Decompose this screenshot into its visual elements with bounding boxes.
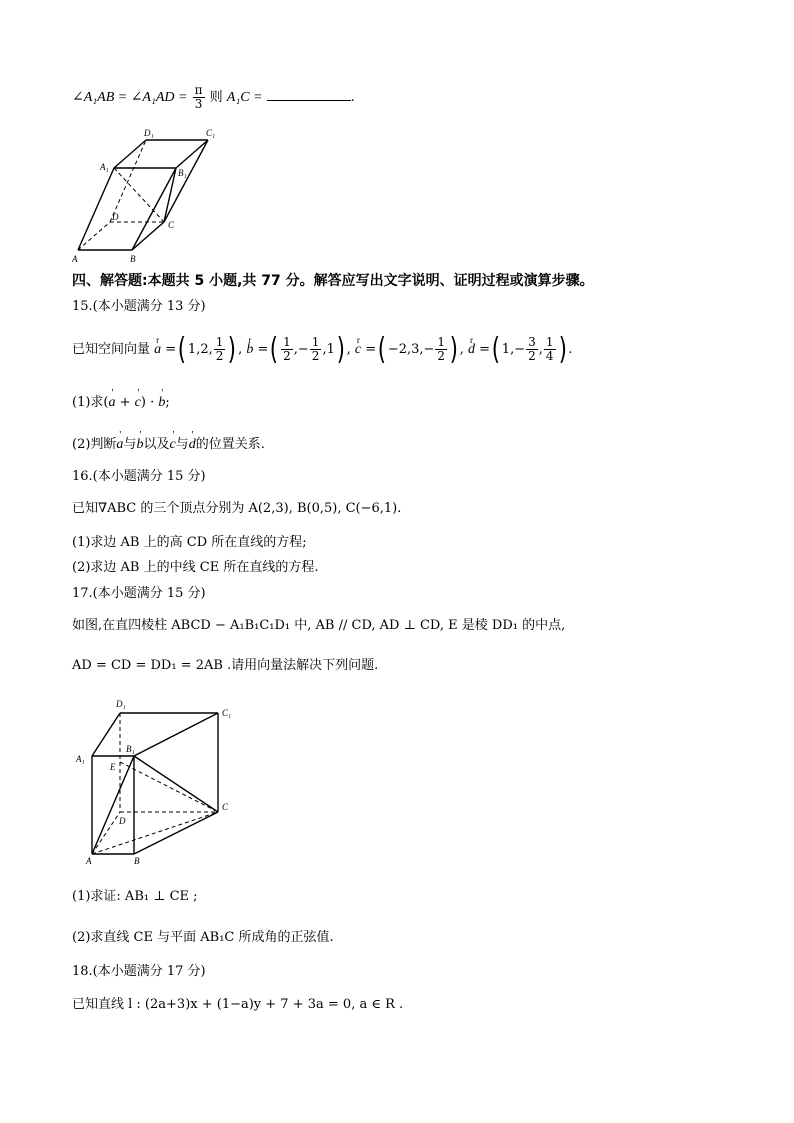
q17-part2: (2)求直线 CE 与平面 AB₁C 所成角的正弦值. bbox=[72, 930, 334, 945]
q16-intro: 已知∇ABC 的三个顶点分别为 A(2,3), B(0,5), C(−6,1). bbox=[72, 501, 402, 516]
q15-vectors: 已知空间向量 r a =( 1,2, $\frac{1}{2}$ ) , r b =( $\frac{1}{2}$ ,− $\frac{1}{2}$ ,1) , r c =( −2,3,− $\frac{1}{2}$ ) , r d =( 1,− $\frac{3}{2}$ , $\frac{1}{4}$ ) . bbox=[72, 332, 572, 368]
fig2-label-B: B bbox=[134, 856, 140, 866]
q17-header: 17.(本小题满分 15 分) bbox=[72, 586, 206, 601]
q16-part1: (1)求边 AB 上的高 CD 所在直线的方程; bbox=[72, 535, 307, 550]
then-word: 则 bbox=[209, 90, 223, 105]
q16-part2: (2)求边 AB 上的中线 CE 所在直线的方程. bbox=[72, 560, 319, 575]
section-4-title: 四、解答题:本题共 5 小题,共 77 分。解答应写出文字说明、证明过程或演算步骤。 bbox=[72, 273, 594, 289]
fig2-label-E: E bbox=[110, 762, 116, 772]
q17-condition: AD = CD = DD₁ = 2AB .请用向量法解决下列问题. bbox=[72, 658, 379, 673]
label-A: A bbox=[72, 254, 78, 264]
label-C: C bbox=[168, 220, 175, 230]
label-D: D bbox=[112, 212, 119, 222]
fig2-label-B1: B₁ bbox=[126, 744, 135, 754]
angle-equation: ∠A₁AB = ∠A₁AD = bbox=[72, 90, 188, 105]
fig2-label-A1: A₁ bbox=[76, 754, 85, 764]
answer-blank[interactable] bbox=[267, 88, 351, 101]
q18-header: 18.(本小题满分 17 分) bbox=[72, 964, 206, 979]
q15-header: 15.(本小题满分 13 分) bbox=[72, 299, 206, 314]
label-D1: D₁ bbox=[144, 128, 154, 138]
pi-over-three: $\frac{\pi}{3}$ bbox=[194, 83, 203, 111]
q16-header: 16.(本小题满分 15 分) bbox=[72, 469, 206, 484]
label-B1: B₁ bbox=[178, 168, 187, 178]
q15-part1: (1)求(' a + ' c) · ' b; bbox=[72, 394, 170, 412]
fig2-label-A: A bbox=[86, 856, 92, 866]
q17-part1: (1)求证: AB₁ ⊥ CE ; bbox=[72, 889, 198, 904]
label-A1: A₁ bbox=[100, 162, 109, 172]
fig2-label-C1: C₁ bbox=[222, 708, 232, 718]
q14-answer-line: ∠A₁AB = ∠A₁AD = $\frac{\pi}{3}$ 则 A₁C = . bbox=[72, 83, 355, 111]
q17-intro: 如图,在直四棱柱 ABCD − A₁B₁C₁D₁ 中, AB // CD, AD ⊥ CD, E 是棱 DD₁ 的中点, bbox=[72, 618, 566, 633]
right-prism-figure bbox=[72, 696, 242, 866]
q18-intro: 已知直线 l : (2a+3)x + (1−a)y + 7 + 3a = 0, a ∈ R . bbox=[72, 997, 404, 1012]
label-C1: C₁ bbox=[206, 128, 216, 138]
fig2-label-D: D bbox=[119, 816, 126, 826]
fig2-label-D1: D₁ bbox=[116, 699, 126, 709]
parallelepiped-figure bbox=[72, 124, 252, 264]
target-expression: A₁C = bbox=[226, 90, 263, 105]
fig2-label-C: C bbox=[222, 802, 229, 812]
label-B: B bbox=[130, 254, 136, 264]
q15-part2: (2)判断' a与' b以及' c与' d的位置关系. bbox=[72, 436, 265, 454]
